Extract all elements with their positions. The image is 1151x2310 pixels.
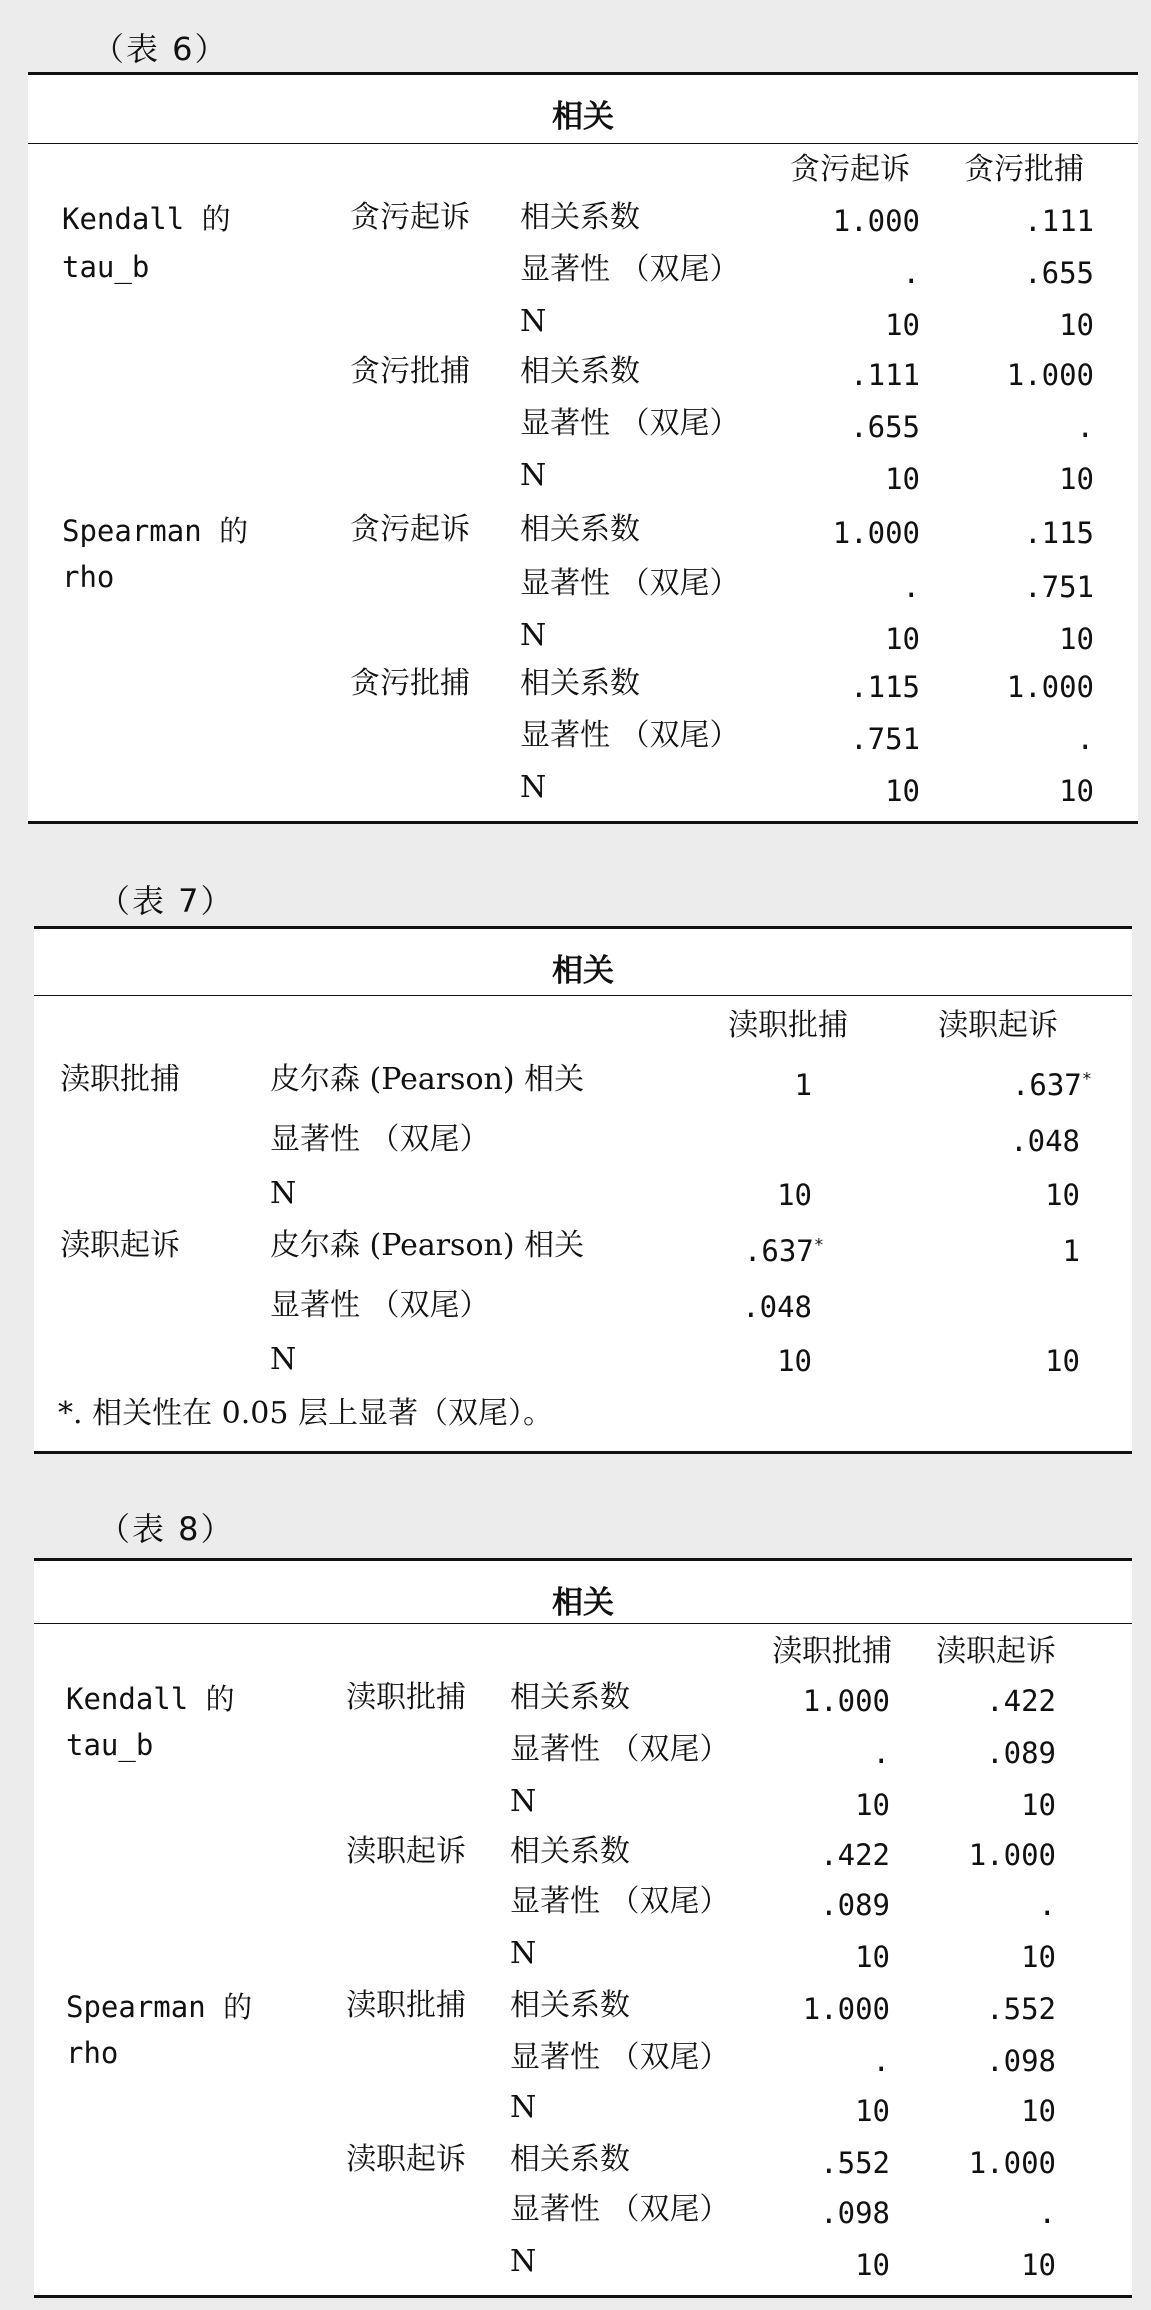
table8-value-cell: 1.000: [968, 1838, 1056, 1872]
table8-stat-corr: 相关系数: [510, 1988, 630, 2023]
table8-value-cell: 10: [855, 2094, 890, 2128]
table6-value-cell: .: [1076, 722, 1094, 756]
table7-footnote: *. 相关性在 0.05 层上显著（双尾）。: [58, 1396, 553, 1431]
table8-value-cell: 1.000: [802, 1684, 890, 1718]
table7-col-header-2: 渎职起诉: [938, 1008, 1058, 1043]
table6: [28, 72, 1138, 824]
table7-col-header-1: 渎职批捕: [728, 1008, 848, 1043]
table6-value-cell: .: [1076, 410, 1094, 444]
table6-value-cell: 1.000: [1006, 670, 1094, 704]
table8-title: 相关: [552, 1585, 614, 1621]
table8-value-cell: 10: [855, 1788, 890, 1822]
table6-stat-corr: 相关系数: [520, 200, 640, 235]
table6-value-cell: .115: [1024, 516, 1094, 550]
table8: [34, 1558, 1132, 2298]
table8-value-cell: 1.000: [802, 1992, 890, 2026]
table8-stat-corr: 相关系数: [510, 1680, 630, 1715]
table7-value-cell: 10: [1045, 1178, 1080, 1212]
table7-var-label: 渎职起诉: [60, 1228, 180, 1263]
table8-value-cell: .: [1038, 1888, 1056, 1922]
table8-method-kendall-sub: tau_b: [66, 1728, 154, 1762]
table8-value-cell: 10: [1021, 1788, 1056, 1822]
table8-stat-n: N: [510, 2090, 537, 2125]
table8-value-cell: 10: [855, 1940, 890, 1974]
table8-value-cell: .098: [820, 2196, 890, 2230]
table7-stat-n: N: [270, 1342, 297, 1377]
table6-value-cell: 10: [1059, 774, 1094, 808]
table6-col-header-1: 贪污起诉: [790, 152, 910, 187]
table8-stat-n: N: [510, 1784, 537, 1819]
table8-stat-sig: 显著性 （双尾）: [510, 2192, 730, 2227]
table6-stat-corr: 相关系数: [520, 666, 640, 701]
table6-title: 相关: [552, 99, 614, 135]
table6-value-cell: .751: [1024, 570, 1094, 604]
table7-value-cell: 10: [777, 1344, 812, 1378]
table6-value-cell: 10: [1059, 308, 1094, 342]
table6-col-header-2: 贪污批捕: [964, 152, 1084, 187]
table6-stat-sig: 显著性 （双尾）: [520, 406, 740, 441]
table6-value-cell: 10: [885, 622, 920, 656]
table6-value-cell: 10: [885, 308, 920, 342]
table6-stat-sig: 显著性 （双尾）: [520, 718, 740, 753]
table6-value-cell: 1.000: [832, 204, 920, 238]
table6-method-spearman-sub: rho: [62, 560, 115, 594]
table6-value-cell: .655: [1024, 256, 1094, 290]
table6-var-label: 贪污起诉: [350, 512, 470, 547]
table6-stat-n: N: [520, 770, 547, 805]
table7-value-cell: 1: [1062, 1234, 1080, 1268]
table8-value-cell: 10: [855, 2248, 890, 2282]
table6-value-cell: .115: [850, 670, 920, 704]
table8-value-cell: .422: [986, 1684, 1056, 1718]
table8-stat-corr: 相关系数: [510, 1834, 630, 1869]
table8-var-label: 渎职起诉: [346, 1834, 466, 1869]
table6-method-kendall-sub: tau_b: [62, 250, 150, 284]
table8-value-cell: .552: [820, 2146, 890, 2180]
table6-method-kendall: Kendall 的: [62, 202, 231, 236]
table8-value-cell: .: [872, 2044, 890, 2078]
table6-stat-n: N: [520, 304, 547, 339]
table7-significance-mark: *: [813, 1235, 824, 1256]
table7-stat-sig: 显著性 （双尾）: [270, 1122, 490, 1157]
table8-caption: （表 8）: [98, 1510, 235, 1548]
table8-value-cell: 10: [1021, 2248, 1056, 2282]
table7-value-cell: .637*: [1011, 1068, 1092, 1102]
table6-value-cell: .111: [850, 358, 920, 392]
table7-significance-mark: *: [1081, 1069, 1092, 1090]
table8-var-label: 渎职批捕: [346, 1988, 466, 2023]
table8-value-cell: .098: [986, 2044, 1056, 2078]
table8-method-spearman-sub: rho: [66, 2036, 119, 2070]
table8-value-cell: .552: [986, 1992, 1056, 2026]
table7-header-rule: [34, 995, 1132, 996]
table7-var-label: 渎职批捕: [60, 1062, 180, 1097]
table6-stat-sig: 显著性 （双尾）: [520, 566, 740, 601]
table8-var-label: 渎职批捕: [346, 1680, 466, 1715]
table7-value-cell: .048: [742, 1290, 812, 1324]
table6-value-cell: 10: [1059, 462, 1094, 496]
table6-caption: （表 6）: [92, 30, 229, 68]
table8-col-header-2: 渎职起诉: [936, 1634, 1056, 1669]
table8-col-header-1: 渎职批捕: [772, 1634, 892, 1669]
table7-value-cell: 10: [777, 1178, 812, 1212]
table8-value-cell: 10: [1021, 1940, 1056, 1974]
table8-value-cell: .422: [820, 1838, 890, 1872]
table7-value-cell: .637*: [743, 1234, 824, 1268]
table8-header-rule: [34, 1623, 1132, 1624]
table6-stat-n: N: [520, 458, 547, 493]
table6-value-cell: 10: [1059, 622, 1094, 656]
table8-value-cell: .: [872, 1736, 890, 1770]
table6-value-cell: .751: [850, 722, 920, 756]
table7-stat-corr: 皮尔森 (Pearson) 相关: [270, 1062, 585, 1097]
table8-var-label: 渎职起诉: [346, 2142, 466, 2177]
table7: [34, 926, 1132, 1454]
table7-value-cell: 1: [794, 1068, 812, 1102]
table6-value-cell: .: [902, 256, 920, 290]
table6-value-cell: 10: [885, 774, 920, 808]
table6-var-label: 贪污批捕: [350, 666, 470, 701]
table8-stat-sig: 显著性 （双尾）: [510, 1884, 730, 1919]
table6-value-cell: .111: [1024, 204, 1094, 238]
table7-value-cell: .048: [1010, 1124, 1080, 1158]
table7-stat-corr: 皮尔森 (Pearson) 相关: [270, 1228, 585, 1263]
table8-value-cell: .089: [986, 1736, 1056, 1770]
table8-stat-n: N: [510, 2244, 537, 2279]
table6-stat-corr: 相关系数: [520, 512, 640, 547]
table6-header-rule: [28, 143, 1138, 144]
table6-method-spearman: Spearman 的: [62, 514, 249, 548]
table8-method-spearman: Spearman 的: [66, 1990, 253, 2024]
table8-value-cell: 1.000: [968, 2146, 1056, 2180]
table7-caption: （表 7）: [98, 882, 235, 920]
table6-stat-corr: 相关系数: [520, 354, 640, 389]
table8-stat-n: N: [510, 1936, 537, 1971]
table6-value-cell: 10: [885, 462, 920, 496]
table8-stat-sig: 显著性 （双尾）: [510, 2040, 730, 2075]
table7-value-cell: 10: [1045, 1344, 1080, 1378]
table8-method-kendall: Kendall 的: [66, 1682, 235, 1716]
table6-var-label: 贪污起诉: [350, 200, 470, 235]
table6-value-cell: .655: [850, 410, 920, 444]
table6-var-label: 贪污批捕: [350, 354, 470, 389]
table6-value-cell: 1.000: [832, 516, 920, 550]
table8-stat-corr: 相关系数: [510, 2142, 630, 2177]
table7-stat-n: N: [270, 1176, 297, 1211]
table8-stat-sig: 显著性 （双尾）: [510, 1732, 730, 1767]
table6-stat-n: N: [520, 618, 547, 653]
table7-title: 相关: [552, 953, 614, 989]
table8-value-cell: .089: [820, 1888, 890, 1922]
table6-stat-sig: 显著性 （双尾）: [520, 252, 740, 287]
table8-value-cell: 10: [1021, 2094, 1056, 2128]
table6-value-cell: 1.000: [1006, 358, 1094, 392]
table6-value-cell: .: [902, 570, 920, 604]
table7-stat-sig: 显著性 （双尾）: [270, 1288, 490, 1323]
table8-value-cell: .: [1038, 2196, 1056, 2230]
